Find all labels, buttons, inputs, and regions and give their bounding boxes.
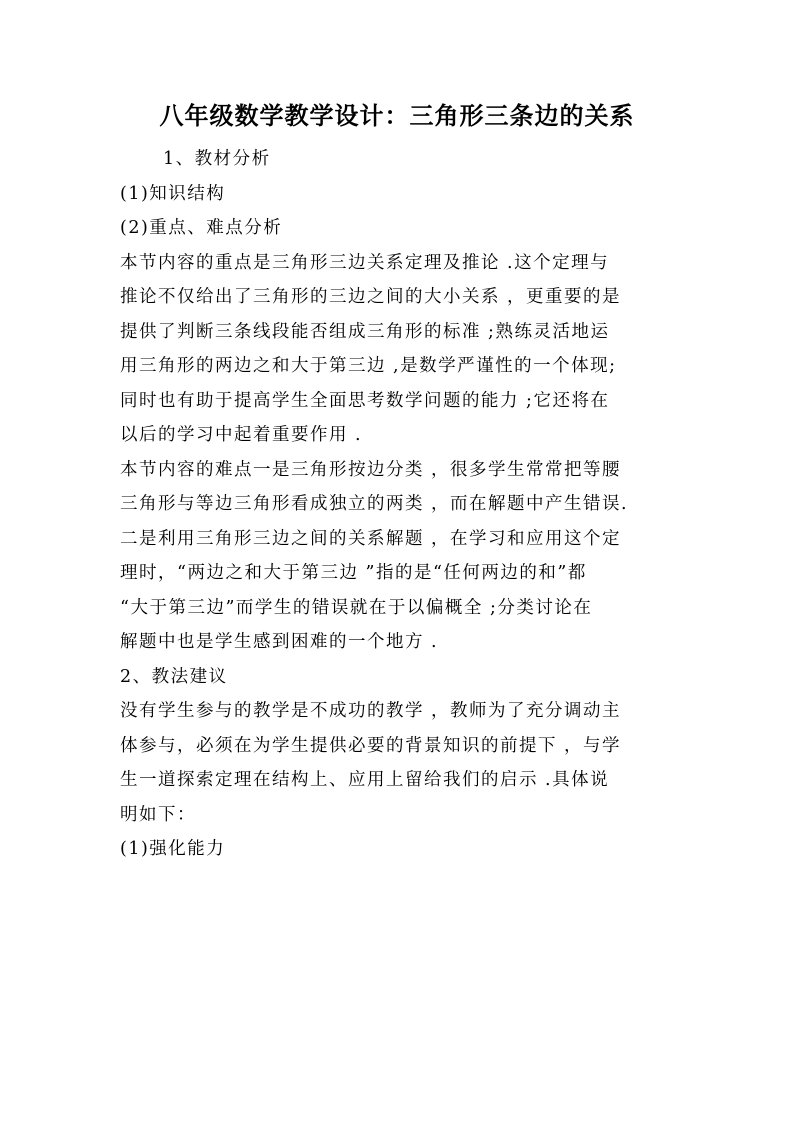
paragraph-line: 用三角形的两边之和大于第三边 ,是数学严谨性的一个体现;: [120, 356, 617, 376]
paragraph-line: 同时也有助于提高学生全面思考数学问题的能力 ;它还将在: [120, 390, 610, 411]
paragraph-line: 本节内容的难点一是三角形按边分类 ，很多学生常常把等腰: [120, 459, 622, 480]
subheading-knowledge-structure: (1)知识结构: [120, 183, 226, 204]
paragraph-line: 明如下：: [120, 804, 196, 825]
paragraph-line: 二是利用三角形三边之间的关系解题 ，在学习和应用这个定: [120, 528, 622, 549]
section-heading-textbook-analysis: 1、教材分析: [163, 149, 271, 169]
subheading-key-difficult-points: (2)重点、难点分析: [120, 218, 283, 238]
paragraph-line: 推论不仅给出了三角形的三边之间的大小关系 ，更重要的是: [120, 287, 622, 307]
paragraph-line: 提供了判断三条线段能否组成三角形的标准 ;熟练灵活地运: [120, 321, 610, 342]
paragraph-line: 解题中也是学生感到困难的一个地方 .: [120, 632, 439, 652]
paragraph-line: 本节内容的重点是三角形三边关系定理及推论 .这个定理与: [120, 252, 610, 273]
paragraph-line: 生一道探索定理在结构上、应用上留给我们的启示 .具体说: [120, 770, 610, 790]
paragraph-line: “大于第三边”而学生的错误就在于以偏概全 ;分类讨论在: [120, 597, 593, 618]
paragraph-line: 三角形与等边三角形看成独立的两类 ，而在解题中产生错误.: [120, 494, 629, 514]
document-body: [120, 142, 680, 867]
document-title: 八年级数学教学设计：三角形三条边的关系: [159, 101, 635, 130]
paragraph-line: 理时，“两边之和大于第三边 ”指的是“任何两边的和”都: [120, 563, 587, 583]
paragraph-line: 没有学生参与的教学是不成功的教学 ，教师为了充分调动主: [120, 701, 622, 721]
paragraph-line: 以后的学习中起着重要作用 .: [120, 425, 363, 445]
paragraph-line: 体参与，必须在为学生提供必要的背景知识的前提下 ，与学: [120, 735, 622, 756]
subheading-strengthen-ability: (1)强化能力: [120, 839, 226, 859]
section-heading-teaching-suggestions: 2、教法建议: [120, 666, 228, 687]
